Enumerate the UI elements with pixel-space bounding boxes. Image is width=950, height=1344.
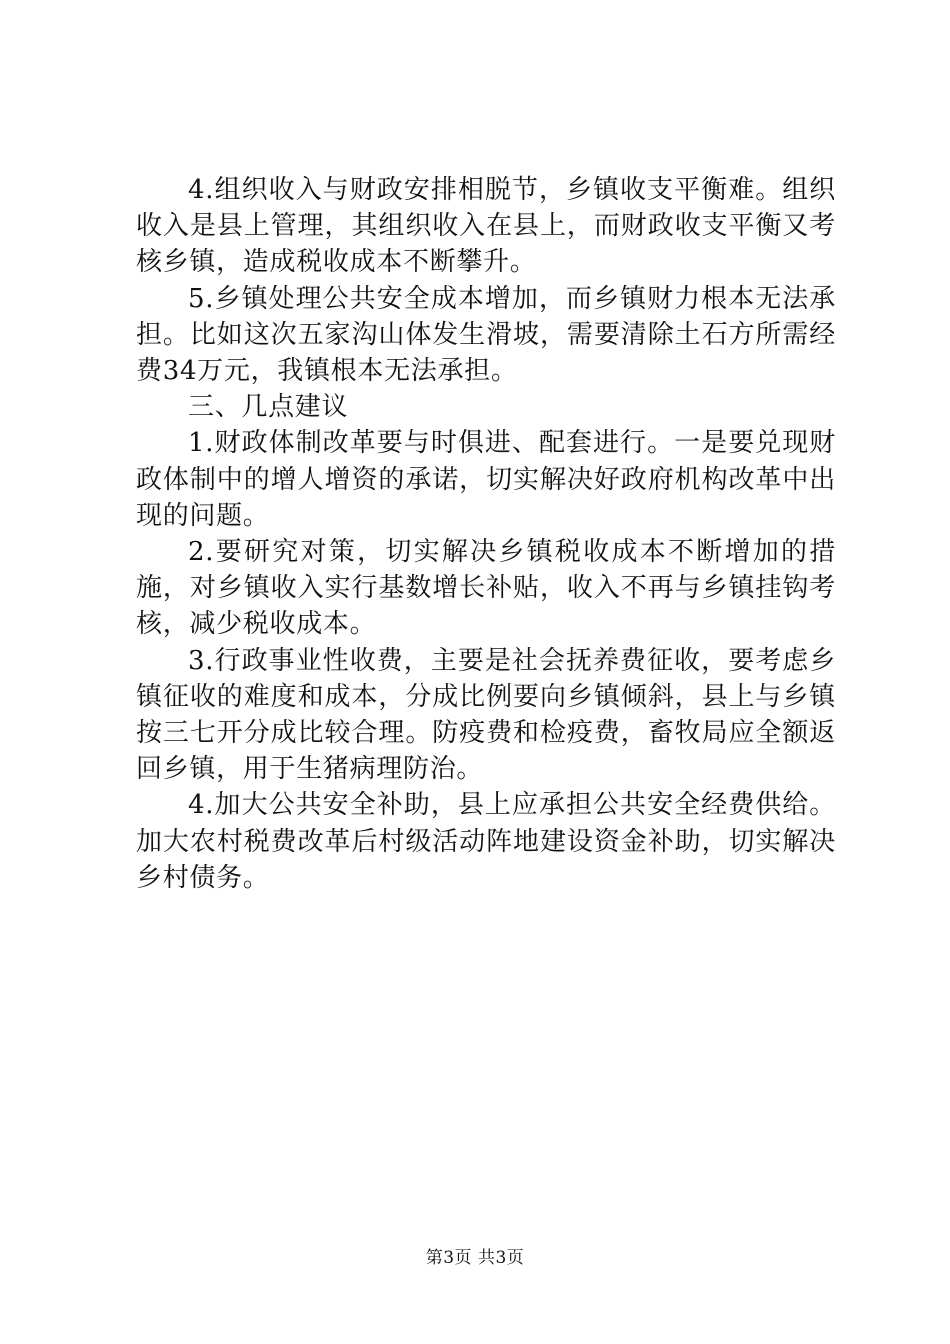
paragraph-income-organization: 4.组织收入与财政安排相脱节，乡镇收支平衡难。组织收入是县上管理，其组织收入在县上，而财政收支平衡又考核乡镇，造成税收成本不断攀升。 xyxy=(136,175,836,278)
paragraph-suggestion-1: 1.财政体制改革要与时俱进、配套进行。一是要兑现财政体制中的增人增资的承诺，切实解决好政府机构改革中出现的问题。 xyxy=(136,428,836,531)
section-heading-suggestions: 三、几点建议 xyxy=(188,392,349,423)
document-body xyxy=(136,172,836,896)
paragraph-suggestion-2: 2.要研究对策，切实解决乡镇税收成本不断增加的措施，对乡镇收入实行基数增长补贴，收入不再与乡镇挂钩考核，减少税收成本。 xyxy=(136,537,836,640)
paragraph-suggestion-3: 3.行政事业性收费，主要是社会抚养费征收，要考虑乡镇征收的难度和成本，分成比例要向乡镇倾斜，县上与乡镇按三七开分成比较合理。防疫费和检疫费，畜牧局应全额返回乡镇，用于生猪病理防治。 xyxy=(136,645,836,785)
paragraph-suggestion-4: 4.加大公共安全补助，县上应承担公共安全经费供给。加大农村税费改革后村级活动阵地建设资金补助，切实解决乡村债务。 xyxy=(136,790,836,893)
paragraph-public-safety-cost: 5.乡镇处理公共安全成本增加，而乡镇财力根本无法承担。比如这次五家沟山体发生滑坡，需要清除土石方所需经费34万元，我镇根本无法承担。 xyxy=(136,283,836,387)
page-number-footer: 第3页 共3页 xyxy=(425,1248,525,1268)
